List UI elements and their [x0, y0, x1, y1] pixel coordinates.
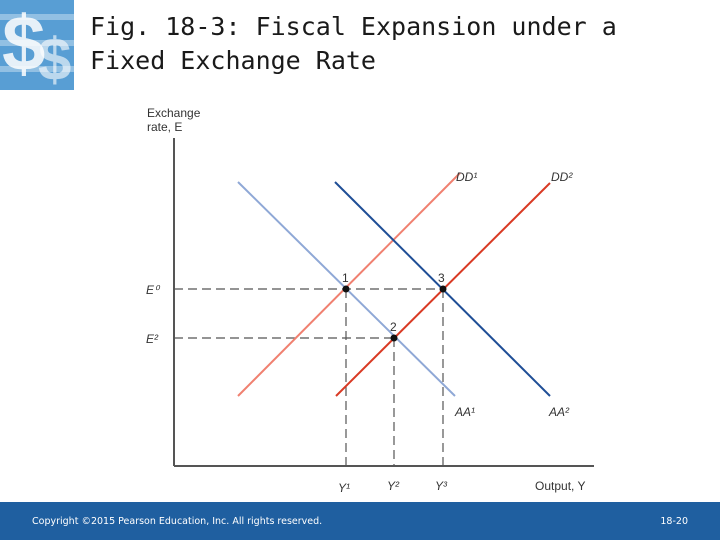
dd1-label: DD¹ — [456, 170, 478, 184]
y-axis-label-line-1: Exchange — [147, 106, 201, 120]
slide-footer — [0, 502, 720, 540]
equilibrium-point-2 — [391, 335, 398, 342]
slide-number: 18-20 — [660, 516, 688, 527]
e2-label: E² — [146, 332, 158, 346]
dd1-curve — [238, 173, 460, 396]
copyright-text: Copyright ©2015 Pearson Education, Inc. All rights reserved. — [32, 516, 323, 527]
point-2-label: 2 — [390, 320, 397, 334]
slide-title-line-1: Fig. 18-3: Fiscal Expansion under a — [90, 12, 617, 41]
aa1-label: AA¹ — [455, 405, 476, 419]
svg-text:$: $ — [38, 26, 72, 90]
dd2-label: DD² — [551, 170, 573, 184]
y3-label: Y³ — [435, 479, 447, 493]
e0-label: E⁰ — [146, 283, 159, 297]
point-1-label: 1 — [342, 271, 349, 285]
y2-label: Y² — [387, 479, 399, 493]
equilibrium-point-1 — [343, 286, 350, 293]
svg-text:$: $ — [2, 0, 46, 87]
equilibrium-point-3 — [440, 286, 447, 293]
aa2-label: AA² — [549, 405, 570, 419]
slide-title-line-2: Fixed Exchange Rate — [90, 46, 376, 75]
x-axis-label: Output, Y — [535, 479, 586, 493]
point-3-label: 3 — [438, 271, 445, 285]
y-axis-label-line-2: rate, E — [147, 120, 183, 134]
y1-label: Y¹ — [338, 481, 350, 495]
